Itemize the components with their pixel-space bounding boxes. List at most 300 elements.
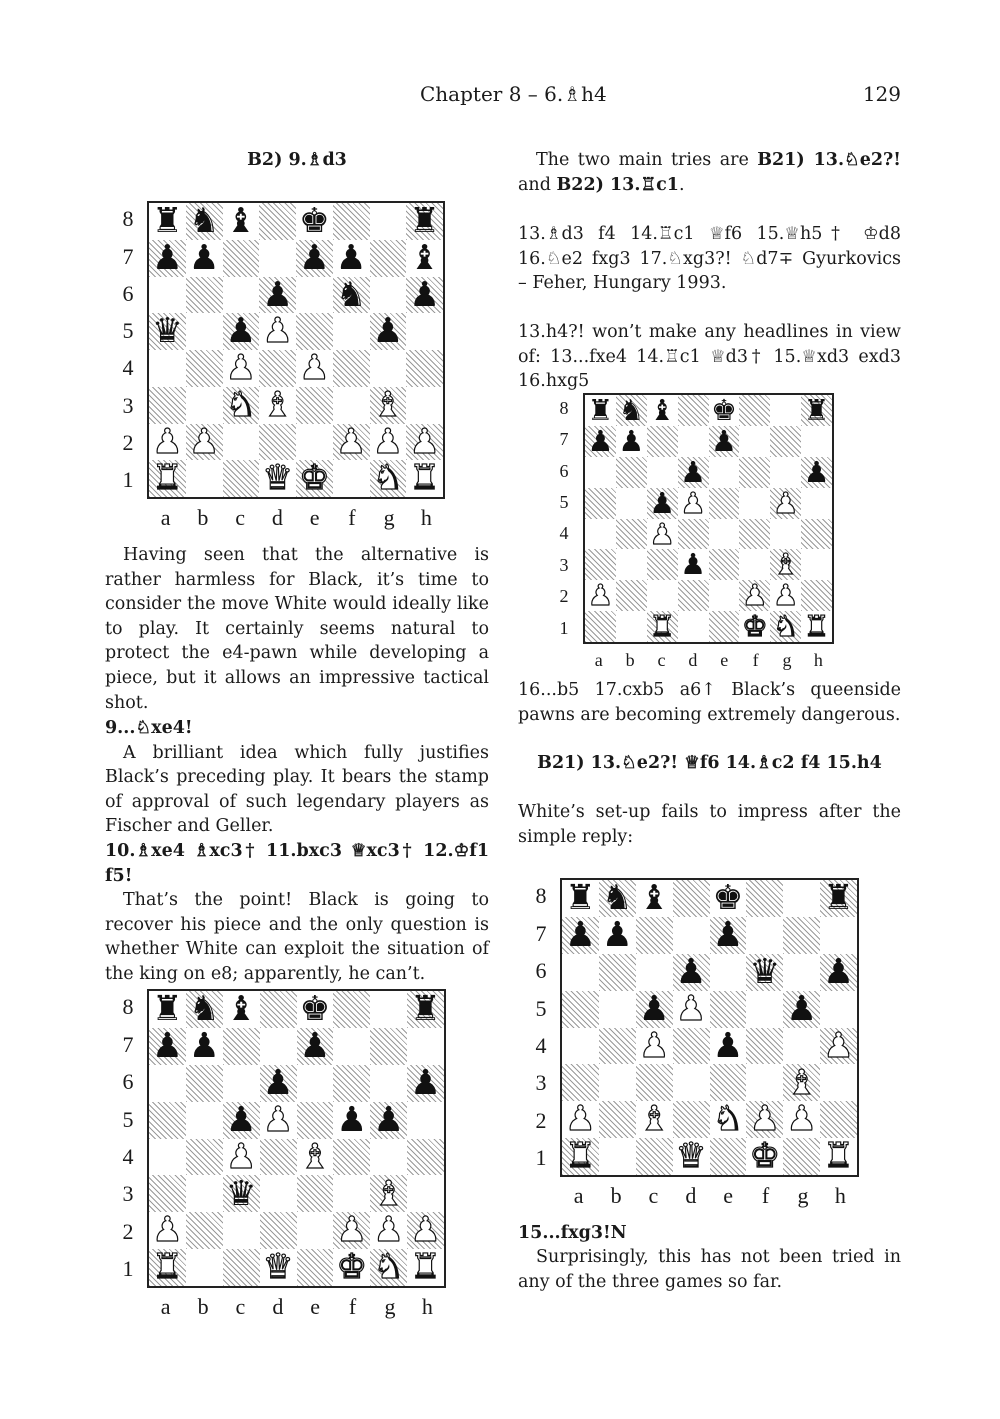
board-square <box>260 1212 297 1249</box>
rank-label: 2 <box>535 1107 547 1133</box>
board-square <box>746 991 783 1028</box>
file-label: d <box>272 1294 284 1319</box>
board-square <box>260 1028 297 1065</box>
board-square <box>739 519 770 550</box>
white-pawn-icon: ♟ <box>772 487 799 519</box>
board-square <box>647 549 678 580</box>
board-square <box>801 426 832 457</box>
board-square <box>186 1249 223 1286</box>
board-square <box>585 426 616 457</box>
board-square <box>223 1102 260 1139</box>
board-square <box>770 519 801 550</box>
black-pawn-icon: ♟ <box>823 953 854 991</box>
board-square <box>260 991 297 1028</box>
board-square <box>186 991 223 1028</box>
black-rook-icon: ♜ <box>409 203 440 240</box>
white-pawn-icon: ♟ <box>410 1212 441 1250</box>
board-square <box>370 387 407 424</box>
board-square <box>770 426 801 457</box>
board-square <box>562 1138 599 1175</box>
board-square <box>585 457 616 488</box>
board-square <box>616 580 647 611</box>
file-label: b <box>197 505 209 530</box>
board-square <box>223 277 260 314</box>
white-knight-icon: ♞ <box>772 611 799 642</box>
white-pawn-icon: ♟ <box>225 350 257 387</box>
board-square <box>636 917 673 954</box>
board-square <box>801 611 832 642</box>
board-square <box>333 240 370 277</box>
board-square <box>296 387 333 424</box>
board-square <box>297 1028 334 1065</box>
board-square <box>296 460 333 497</box>
file-label: h <box>420 505 432 530</box>
board-square <box>585 580 616 611</box>
board-square <box>710 991 747 1028</box>
black-rook-icon: ♜ <box>410 991 441 1028</box>
rank-label: 8 <box>122 994 134 1020</box>
board-square <box>616 519 647 550</box>
board-square <box>370 1212 407 1249</box>
board-square <box>333 460 370 497</box>
paragraph: Surprisingly, this has not been tried in any of the three games so far. <box>518 1247 901 1292</box>
black-pawn-icon: ♟ <box>152 239 183 277</box>
white-pawn-icon: ♟ <box>335 423 367 461</box>
board-square <box>407 991 444 1028</box>
board-square <box>333 1065 370 1102</box>
board-square <box>223 1175 260 1212</box>
board-square <box>223 203 260 240</box>
board-square <box>673 954 710 991</box>
board-square <box>585 395 616 426</box>
board-square <box>739 611 770 642</box>
board-square <box>710 1101 747 1138</box>
board-square <box>406 387 443 424</box>
board-square <box>333 1249 370 1286</box>
black-pawn-icon: ♟ <box>372 313 404 350</box>
black-queen-icon: ♛ <box>749 953 781 991</box>
black-pawn-icon: ♟ <box>225 313 257 350</box>
black-bishop-icon: ♝ <box>225 203 257 240</box>
white-queen-icon: ♛ <box>262 1249 294 1286</box>
board-square <box>678 488 709 519</box>
board-square <box>647 580 678 611</box>
white-pawn-icon: ♟ <box>372 423 404 461</box>
white-pawn-icon: ♟ <box>649 518 676 550</box>
white-bishop-icon: ♝ <box>262 386 293 424</box>
board-square <box>647 611 678 642</box>
black-pawn-icon: ♟ <box>152 1027 183 1065</box>
black-knight-icon: ♞ <box>188 203 220 240</box>
board-square <box>746 880 783 917</box>
section-heading-b2: B2) 9.♗d3 <box>247 150 347 170</box>
paragraph: 13.h4?! won’t make any headlines in view of: 13...fxe4 14.♖c1 ♕d3† 15.♕xd3 exd3 16.hxg5 <box>518 322 901 392</box>
board-square <box>370 1139 407 1176</box>
board-square <box>333 1175 370 1212</box>
move-block <box>105 839 489 987</box>
white-pawn-icon: ♟ <box>823 1027 854 1065</box>
rank-label: 1 <box>122 467 134 493</box>
board-square <box>186 460 223 497</box>
board-square <box>599 880 636 917</box>
board-square <box>223 1249 260 1286</box>
black-rook-icon: ♜ <box>587 395 614 426</box>
black-king-icon: ♚ <box>299 991 331 1028</box>
board-square <box>710 954 747 991</box>
board-square <box>406 203 443 240</box>
board-square <box>746 1064 783 1101</box>
board-square <box>297 1212 334 1249</box>
board-square <box>678 611 709 642</box>
rank-label: 5 <box>122 318 134 344</box>
black-pawn-icon: ♟ <box>188 1027 220 1065</box>
black-knight-icon: ♞ <box>618 395 645 426</box>
board-square <box>585 488 616 519</box>
board-square <box>739 426 770 457</box>
board-square <box>296 240 333 277</box>
board-square <box>599 917 636 954</box>
board-square <box>370 203 407 240</box>
board-square <box>260 1102 297 1139</box>
black-pawn-icon: ♟ <box>299 239 330 277</box>
white-knight-icon: ♞ <box>712 1101 744 1139</box>
file-label: a <box>594 650 603 670</box>
board-square <box>333 350 370 387</box>
board-square <box>746 1138 783 1175</box>
file-label: g <box>383 505 395 530</box>
rank-label: 6 <box>559 460 569 481</box>
file-label: h <box>834 1183 846 1208</box>
white-pawn-icon: ♟ <box>262 1101 294 1139</box>
black-rook-icon: ♜ <box>152 991 183 1028</box>
board-square <box>562 917 599 954</box>
board-square <box>801 395 832 426</box>
board-square <box>223 424 260 461</box>
white-knight-icon: ♞ <box>373 1249 405 1286</box>
file-label: h <box>813 650 823 670</box>
file-label: b <box>197 1294 209 1319</box>
board-square <box>801 549 832 580</box>
board-square <box>407 1249 444 1286</box>
board-square <box>186 350 223 387</box>
board-square <box>406 313 443 350</box>
white-pawn-icon: ♟ <box>675 990 707 1028</box>
board-square <box>599 954 636 991</box>
board-square <box>616 488 647 519</box>
board-square <box>297 1102 334 1139</box>
board-square <box>186 1175 223 1212</box>
board-square <box>562 1064 599 1101</box>
board-square <box>673 1064 710 1101</box>
board-square <box>149 1028 186 1065</box>
board-square <box>770 395 801 426</box>
board-square <box>678 549 709 580</box>
black-pawn-icon: ♟ <box>675 953 707 991</box>
board-square <box>333 277 370 314</box>
file-label: e <box>720 650 729 670</box>
rank-label: 7 <box>122 243 134 269</box>
rank-label: 5 <box>122 1106 134 1132</box>
board-square <box>297 1065 334 1102</box>
board-square <box>647 519 678 550</box>
board-square <box>770 488 801 519</box>
board-square <box>636 880 673 917</box>
board-square <box>709 395 740 426</box>
variation-b22: B22) 13.♖c1 <box>556 174 679 195</box>
board-square <box>223 1065 260 1102</box>
white-pawn-icon: ♟ <box>638 1027 670 1065</box>
board-square <box>710 1138 747 1175</box>
board-square <box>370 460 407 497</box>
black-pawn-icon: ♟ <box>410 1064 441 1102</box>
white-pawn-icon: ♟ <box>772 580 799 612</box>
white-bishop-icon: ♝ <box>373 1175 405 1213</box>
board-square <box>370 991 407 1028</box>
white-king-icon: ♚ <box>749 1138 781 1175</box>
board-square <box>783 1138 820 1175</box>
board-square <box>678 395 709 426</box>
board-square <box>820 954 857 991</box>
board-square <box>259 240 296 277</box>
board-square <box>783 880 820 917</box>
black-rook-icon: ♜ <box>823 880 854 917</box>
rank-label: 7 <box>122 1031 134 1057</box>
board-square <box>296 313 333 350</box>
board-square <box>406 240 443 277</box>
board-square <box>770 457 801 488</box>
board-square <box>223 240 260 277</box>
board-square <box>370 1065 407 1102</box>
black-knight-icon: ♞ <box>335 276 367 314</box>
white-pawn-icon: ♟ <box>786 1101 818 1139</box>
rank-label: 7 <box>559 429 569 450</box>
paragraph: A brilliant idea which fully justifies Black’s preceding play. It bears the stamp of approval of such legendary players as Fischer and Geller. <box>105 742 489 837</box>
board-square <box>647 426 678 457</box>
white-rook-icon: ♜ <box>823 1138 854 1175</box>
board-square <box>562 880 599 917</box>
board-square <box>801 488 832 519</box>
board-square <box>149 350 186 387</box>
black-rook-icon: ♜ <box>565 880 596 917</box>
board-square <box>259 460 296 497</box>
rank-label: 7 <box>535 920 547 946</box>
black-rook-icon: ♜ <box>803 395 830 426</box>
white-bishop-icon: ♝ <box>299 1138 331 1176</box>
white-king-icon: ♚ <box>299 460 330 497</box>
file-label: a <box>160 1294 171 1319</box>
board-square <box>599 1138 636 1175</box>
rank-label: 2 <box>122 429 134 455</box>
section-heading-b21: B21) 13.♘e2?! ♕f6 14.♗c2 f4 15.h4 <box>537 753 882 773</box>
black-pawn-icon: ♟ <box>803 456 830 488</box>
board-square <box>709 611 740 642</box>
board-square <box>186 277 223 314</box>
white-pawn-icon: ♟ <box>188 423 220 461</box>
board-square <box>370 1249 407 1286</box>
board-square <box>407 1102 444 1139</box>
black-king-icon: ♚ <box>299 203 330 240</box>
black-pawn-icon: ♟ <box>225 1101 257 1139</box>
board-square <box>709 457 740 488</box>
white-rook-icon: ♜ <box>410 1249 441 1286</box>
board-square <box>259 313 296 350</box>
white-queen-icon: ♛ <box>262 460 293 497</box>
board-square <box>370 1175 407 1212</box>
rank-label: 6 <box>535 958 547 984</box>
rank-label: 6 <box>122 280 134 306</box>
chessboard <box>583 393 834 644</box>
black-pawn-icon: ♟ <box>601 916 633 954</box>
black-pawn-icon: ♟ <box>299 1027 331 1065</box>
board-square <box>149 313 186 350</box>
rank-label: 5 <box>559 492 569 512</box>
file-label: g <box>384 1294 396 1319</box>
white-pawn-icon: ♟ <box>336 1212 368 1250</box>
white-pawn-icon: ♟ <box>587 580 614 612</box>
board-square <box>636 1064 673 1101</box>
board-square <box>259 350 296 387</box>
white-rook-icon: ♜ <box>152 1249 183 1286</box>
white-knight-icon: ♞ <box>225 386 257 424</box>
board-square <box>709 488 740 519</box>
board-square <box>647 457 678 488</box>
white-pawn-icon: ♟ <box>262 313 293 350</box>
black-pawn-icon: ♟ <box>262 276 293 314</box>
black-bishop-icon: ♝ <box>225 991 257 1028</box>
board-square <box>223 1028 260 1065</box>
black-bishop-icon: ♝ <box>649 395 676 426</box>
board-square <box>186 1102 223 1139</box>
board-square <box>149 1212 186 1249</box>
board-square <box>801 580 832 611</box>
board-square <box>647 488 678 519</box>
board-square <box>149 1102 186 1139</box>
board-square <box>746 917 783 954</box>
file-label: f <box>348 1294 357 1319</box>
chessboard <box>147 201 445 499</box>
rank-label: 1 <box>122 1256 134 1282</box>
black-king-icon: ♚ <box>712 880 744 917</box>
black-pawn-icon: ♟ <box>712 916 744 954</box>
move-text: 15...fxg3!N <box>518 1223 627 1243</box>
rank-label: 3 <box>535 1070 547 1096</box>
board-square <box>149 387 186 424</box>
board-square <box>746 954 783 991</box>
board-square <box>562 1101 599 1138</box>
board-square <box>673 1138 710 1175</box>
file-label: h <box>421 1294 433 1319</box>
board-square <box>616 457 647 488</box>
board-square <box>370 1028 407 1065</box>
black-pawn-icon: ♟ <box>786 990 818 1028</box>
file-label: a <box>160 505 171 530</box>
board-square <box>820 1064 857 1101</box>
paragraph: That’s the point! Black is going to recover his piece and the only question is whether White can exploit the situation of the king on e8; apparently, he can’t. <box>105 890 489 984</box>
board-square <box>783 1064 820 1101</box>
board-square <box>333 1028 370 1065</box>
board-square <box>673 1028 710 1065</box>
board-square <box>709 580 740 611</box>
rank-label: 3 <box>122 392 134 418</box>
black-knight-icon: ♞ <box>188 991 220 1028</box>
board-square <box>186 1028 223 1065</box>
board-square <box>223 313 260 350</box>
white-king-icon: ♚ <box>336 1249 368 1286</box>
board-square <box>149 240 186 277</box>
move-text: 9...♘xe4! <box>105 718 193 738</box>
black-pawn-icon: ♟ <box>638 990 670 1028</box>
board-square <box>820 1028 857 1065</box>
file-label: f <box>348 505 356 530</box>
board-square <box>223 460 260 497</box>
rank-label: 8 <box>535 883 547 909</box>
white-pawn-icon: ♟ <box>680 487 706 519</box>
board-square <box>370 313 407 350</box>
board-square <box>186 424 223 461</box>
white-pawn-icon: ♟ <box>299 350 330 387</box>
white-bishop-icon: ♝ <box>786 1064 818 1102</box>
board-square <box>739 549 770 580</box>
board-square <box>616 611 647 642</box>
board-square <box>616 426 647 457</box>
board-square <box>770 611 801 642</box>
rank-label: 6 <box>122 1069 134 1095</box>
black-queen-icon: ♛ <box>152 313 183 350</box>
file-label: c <box>648 1183 659 1208</box>
board-square <box>149 277 186 314</box>
board-square <box>709 519 740 550</box>
board-square <box>223 991 260 1028</box>
white-rook-icon: ♜ <box>649 611 676 642</box>
board-square <box>297 1175 334 1212</box>
board-square <box>406 460 443 497</box>
board-square <box>370 350 407 387</box>
rank-label: 2 <box>122 1218 134 1244</box>
white-pawn-icon: ♟ <box>152 423 183 461</box>
board-square <box>783 1101 820 1138</box>
black-pawn-icon: ♟ <box>587 425 614 457</box>
board-square <box>407 1065 444 1102</box>
board-square <box>562 991 599 1028</box>
board-square <box>186 387 223 424</box>
board-square <box>186 1139 223 1176</box>
board-square <box>820 991 857 1028</box>
board-square <box>149 460 186 497</box>
rank-label: 8 <box>122 206 134 232</box>
board-square <box>678 457 709 488</box>
white-pawn-icon: ♟ <box>749 1101 781 1139</box>
file-label: d <box>685 1183 697 1208</box>
paragraph: 13.♗d3 f4 14.♖c1 ♕f6 15.♕h5† ♔d8 16.♘e2 fxg3 17.♘xg3?! ♘d7∓ Gyurkovics – Feher, Hungary 1993. <box>518 224 901 294</box>
board-square <box>407 1028 444 1065</box>
board-square <box>673 880 710 917</box>
board-square <box>223 1139 260 1176</box>
board-square <box>406 277 443 314</box>
board-square <box>370 1102 407 1139</box>
board-square <box>333 203 370 240</box>
board-square <box>710 1064 747 1101</box>
board-square <box>407 1212 444 1249</box>
board-square <box>585 519 616 550</box>
rank-label: 1 <box>535 1145 547 1171</box>
paragraph: White’s set-up fails to impress after the simple reply: <box>518 802 901 847</box>
board-square <box>296 203 333 240</box>
rank-label: 3 <box>122 1181 134 1207</box>
rank-label: 2 <box>559 586 569 607</box>
file-label: e <box>309 505 320 530</box>
white-pawn-icon: ♟ <box>152 1212 183 1250</box>
board-square <box>746 1101 783 1138</box>
